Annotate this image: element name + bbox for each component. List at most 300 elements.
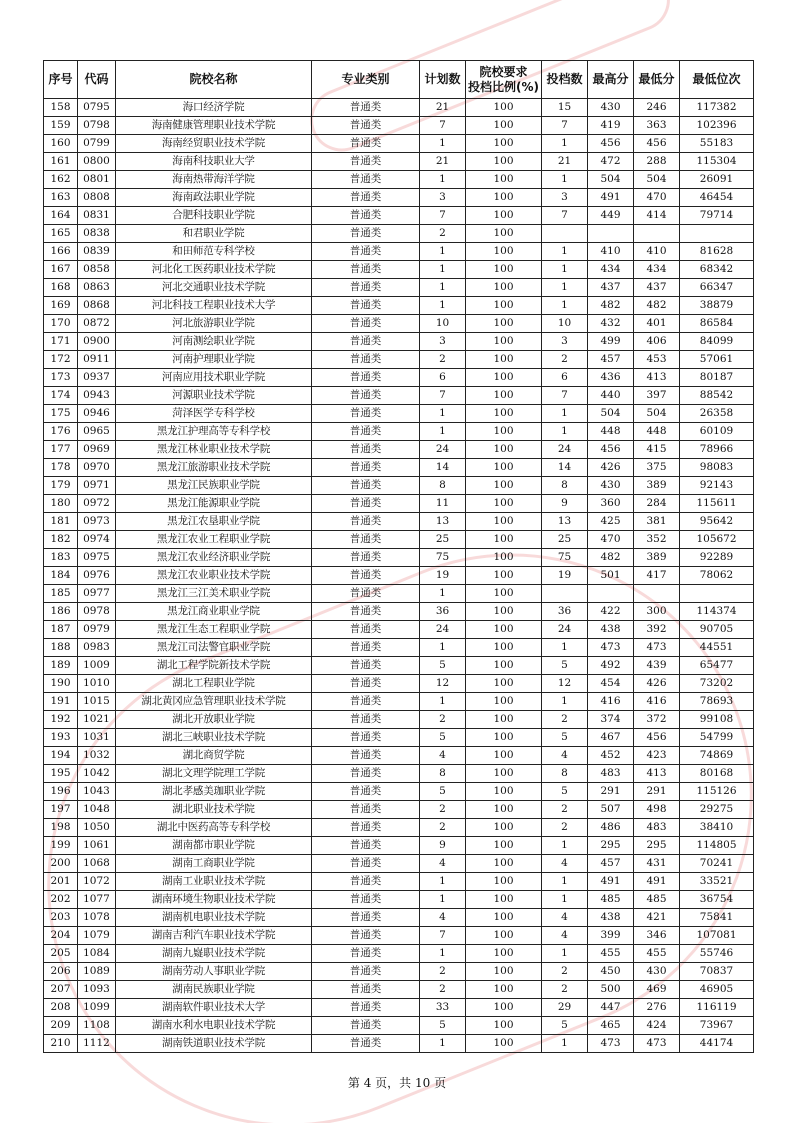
col-index-cell: 172	[44, 351, 78, 369]
col-min-score-cell: 431	[634, 855, 680, 873]
col-category-cell: 普通类	[312, 279, 420, 297]
col-plan-cell: 2	[420, 711, 466, 729]
col-code-cell: 1068	[78, 855, 116, 873]
col-plan-cell: 4	[420, 909, 466, 927]
col-min-score-cell: 352	[634, 531, 680, 549]
col-plan-cell: 8	[420, 765, 466, 783]
col-max-score-cell: 426	[588, 459, 634, 477]
col-plan-cell: 6	[420, 369, 466, 387]
col-max-score-cell: 457	[588, 855, 634, 873]
col-ratio-cell: 100	[466, 477, 542, 495]
col-category-cell: 普通类	[312, 747, 420, 765]
col-admitted-cell	[542, 585, 588, 603]
col-min-rank-cell: 105672	[680, 531, 754, 549]
col-min-rank-cell: 116119	[680, 999, 754, 1017]
col-max-score-cell: 485	[588, 891, 634, 909]
col-category-cell: 普通类	[312, 783, 420, 801]
col-index-cell: 160	[44, 135, 78, 153]
col-index-cell: 176	[44, 423, 78, 441]
col-ratio-cell: 100	[466, 99, 542, 117]
col-school-name-cell: 湖北中医药高等专科学校	[116, 819, 312, 837]
col-ratio-cell: 100	[466, 873, 542, 891]
col-admitted-cell: 1	[542, 423, 588, 441]
col-school-name-cell: 海口经济学院	[116, 99, 312, 117]
table-row	[44, 315, 754, 333]
col-min-rank-cell: 78966	[680, 441, 754, 459]
col-min-score-cell: 291	[634, 783, 680, 801]
table-row	[44, 405, 754, 423]
col-code-cell: 0983	[78, 639, 116, 657]
col-plan-cell: 12	[420, 675, 466, 693]
col-code-cell: 1009	[78, 657, 116, 675]
col-school-name-cell: 黑龙江司法警官职业学院	[116, 639, 312, 657]
col-ratio-cell: 100	[466, 747, 542, 765]
col-category-cell: 普通类	[312, 1035, 420, 1053]
col-category-cell: 普通类	[312, 1017, 420, 1035]
col-school-name-cell: 湖南民族职业学院	[116, 981, 312, 999]
col-min-rank-cell: 99108	[680, 711, 754, 729]
col-ratio-cell: 100	[466, 675, 542, 693]
col-school-name-cell: 黑龙江三江美术职业学院	[116, 585, 312, 603]
table-row	[44, 261, 754, 279]
col-min-rank-cell: 80168	[680, 765, 754, 783]
col-min-rank-cell: 66347	[680, 279, 754, 297]
col-plan-cell: 10	[420, 315, 466, 333]
col-admitted-cell: 1	[542, 891, 588, 909]
col-max-score-cell: 430	[588, 99, 634, 117]
col-plan-cell: 2	[420, 981, 466, 999]
col-school-name-cell: 湖北文理学院理工学院	[116, 765, 312, 783]
col-code-cell: 0976	[78, 567, 116, 585]
col-ratio-cell: 100	[466, 333, 542, 351]
table-row	[44, 495, 754, 513]
col-min-score-cell: 389	[634, 549, 680, 567]
col-ratio-cell: 100	[466, 351, 542, 369]
table-row	[44, 531, 754, 549]
col-code-cell: 0900	[78, 333, 116, 351]
col-code-cell: 0946	[78, 405, 116, 423]
col-code-cell: 1089	[78, 963, 116, 981]
col-school-name-cell: 湖南机电职业技术学院	[116, 909, 312, 927]
col-admitted-cell: 1	[542, 693, 588, 711]
col-admitted-cell: 1	[542, 945, 588, 963]
col-min-rank-cell: 73967	[680, 1017, 754, 1035]
col-code-header: 代码	[78, 61, 116, 99]
col-category-cell: 普通类	[312, 369, 420, 387]
col-min-score-cell: 455	[634, 945, 680, 963]
table-row	[44, 639, 754, 657]
col-school-name-cell: 河北化工医药职业技术学院	[116, 261, 312, 279]
col-ratio-cell: 100	[466, 243, 542, 261]
col-school-name-cell: 海南热带海洋学院	[116, 171, 312, 189]
col-max-score-cell: 473	[588, 639, 634, 657]
col-ratio-cell: 100	[466, 639, 542, 657]
col-code-cell: 0969	[78, 441, 116, 459]
col-max-score-cell: 438	[588, 621, 634, 639]
col-admitted-cell: 8	[542, 765, 588, 783]
table-row	[44, 1035, 754, 1053]
col-index-cell: 186	[44, 603, 78, 621]
col-min-rank-cell: 114805	[680, 837, 754, 855]
col-plan-cell: 9	[420, 837, 466, 855]
col-plan-cell: 1	[420, 585, 466, 603]
col-index-cell: 195	[44, 765, 78, 783]
col-min-score-cell: 414	[634, 207, 680, 225]
col-ratio-cell: 100	[466, 315, 542, 333]
col-ratio-cell: 100	[466, 495, 542, 513]
col-min-rank-cell: 36754	[680, 891, 754, 909]
table-row	[44, 621, 754, 639]
col-ratio-cell: 100	[466, 279, 542, 297]
col-min-rank-cell: 65477	[680, 657, 754, 675]
col-admitted-cell: 3	[542, 333, 588, 351]
col-min-rank-cell: 117382	[680, 99, 754, 117]
col-min-score-cell: 415	[634, 441, 680, 459]
col-category-cell: 普通类	[312, 297, 420, 315]
col-min-score-cell: 439	[634, 657, 680, 675]
table-row	[44, 837, 754, 855]
col-admitted-cell: 10	[542, 315, 588, 333]
col-admitted-header: 投档数	[542, 61, 588, 99]
col-school-name-cell: 湖南水利水电职业技术学院	[116, 1017, 312, 1035]
col-plan-cell: 36	[420, 603, 466, 621]
col-min-score-cell: 417	[634, 567, 680, 585]
col-plan-cell: 21	[420, 99, 466, 117]
table-row	[44, 999, 754, 1017]
col-school-name-cell: 海南政法职业学院	[116, 189, 312, 207]
col-index-cell: 191	[44, 693, 78, 711]
col-min-score-cell: 473	[634, 1035, 680, 1053]
col-admitted-cell: 12	[542, 675, 588, 693]
col-school-name-cell: 河北旅游职业学院	[116, 315, 312, 333]
col-plan-cell: 1	[420, 171, 466, 189]
col-min-rank-cell: 26358	[680, 405, 754, 423]
table-row	[44, 225, 754, 243]
col-category-cell: 普通类	[312, 585, 420, 603]
col-admitted-cell: 7	[542, 387, 588, 405]
col-min-rank-cell: 114374	[680, 603, 754, 621]
col-category-cell: 普通类	[312, 387, 420, 405]
col-category-cell: 普通类	[312, 351, 420, 369]
col-index-cell: 159	[44, 117, 78, 135]
col-index-cell: 179	[44, 477, 78, 495]
col-category-cell: 普通类	[312, 621, 420, 639]
col-index-cell: 162	[44, 171, 78, 189]
col-plan-cell: 2	[420, 801, 466, 819]
col-plan-cell: 1	[420, 1035, 466, 1053]
col-index-cell: 178	[44, 459, 78, 477]
col-index-cell: 197	[44, 801, 78, 819]
col-max-score-cell: 482	[588, 549, 634, 567]
col-school-name-cell: 湖北工程职业学院	[116, 675, 312, 693]
col-school-name-cell: 菏泽医学专科学校	[116, 405, 312, 423]
col-category-cell: 普通类	[312, 891, 420, 909]
col-max-score-cell: 486	[588, 819, 634, 837]
col-code-cell: 1112	[78, 1035, 116, 1053]
col-min-rank-cell: 38410	[680, 819, 754, 837]
col-admitted-cell: 1	[542, 243, 588, 261]
col-plan-cell: 8	[420, 477, 466, 495]
col-code-cell: 0839	[78, 243, 116, 261]
col-max-score-cell: 491	[588, 873, 634, 891]
col-ratio-cell: 100	[466, 1035, 542, 1053]
col-ratio-cell: 100	[466, 981, 542, 999]
col-school-name-cell: 湖南劳动人事职业学院	[116, 963, 312, 981]
col-min-score-cell: 491	[634, 873, 680, 891]
col-max-score-header: 最高分	[588, 61, 634, 99]
table-row	[44, 963, 754, 981]
col-category-cell: 普通类	[312, 657, 420, 675]
col-min-score-cell: 473	[634, 639, 680, 657]
col-min-rank-cell: 73202	[680, 675, 754, 693]
col-max-score-cell: 449	[588, 207, 634, 225]
col-max-score-cell: 422	[588, 603, 634, 621]
col-ratio-cell: 100	[466, 423, 542, 441]
col-min-rank-cell: 74869	[680, 747, 754, 765]
col-max-score-cell: 425	[588, 513, 634, 531]
table-row	[44, 279, 754, 297]
col-code-cell: 0801	[78, 171, 116, 189]
col-school-name-cell: 黑龙江农业经济职业学院	[116, 549, 312, 567]
page-footer: 第 4 页，共 10 页	[347, 1076, 447, 1090]
col-ratio-cell: 100	[466, 207, 542, 225]
col-min-score-cell: 426	[634, 675, 680, 693]
col-min-rank-cell: 68342	[680, 261, 754, 279]
col-code-cell: 0798	[78, 117, 116, 135]
col-category-cell: 普通类	[312, 603, 420, 621]
col-max-score-cell: 482	[588, 297, 634, 315]
table-row	[44, 981, 754, 999]
col-index-cell: 165	[44, 225, 78, 243]
col-ratio-cell: 100	[466, 405, 542, 423]
col-category-cell: 普通类	[312, 675, 420, 693]
col-admitted-cell: 5	[542, 729, 588, 747]
col-max-score-cell: 447	[588, 999, 634, 1017]
col-index-cell: 167	[44, 261, 78, 279]
col-plan-cell: 3	[420, 189, 466, 207]
col-category-header: 专业类别	[312, 61, 420, 99]
col-min-rank-cell: 81628	[680, 243, 754, 261]
col-plan-cell: 1	[420, 891, 466, 909]
col-max-score-cell	[588, 225, 634, 243]
col-min-rank-cell: 70837	[680, 963, 754, 981]
table-row	[44, 657, 754, 675]
col-max-score-cell: 434	[588, 261, 634, 279]
col-school-name-cell: 湖南吉利汽车职业技术学院	[116, 927, 312, 945]
col-min-score-cell: 469	[634, 981, 680, 999]
col-school-name-cell: 湖南软件职业技术大学	[116, 999, 312, 1017]
col-school-name-cell: 河北交通职业技术学院	[116, 279, 312, 297]
col-plan-cell: 7	[420, 207, 466, 225]
col-min-score-cell: 456	[634, 729, 680, 747]
col-max-score-cell: 504	[588, 405, 634, 423]
col-code-cell: 1084	[78, 945, 116, 963]
col-index-header: 序号	[44, 61, 78, 99]
col-school-name-cell: 湖南铁道职业技术学院	[116, 1035, 312, 1053]
col-category-cell: 普通类	[312, 963, 420, 981]
col-min-rank-cell	[680, 585, 754, 603]
col-category-cell: 普通类	[312, 927, 420, 945]
col-admitted-cell: 2	[542, 981, 588, 999]
col-school-name-cell: 河北科技工程职业技术大学	[116, 297, 312, 315]
col-min-rank-cell: 55746	[680, 945, 754, 963]
col-admitted-cell: 25	[542, 531, 588, 549]
col-plan-header: 计划数	[420, 61, 466, 99]
col-code-cell: 0868	[78, 297, 116, 315]
col-ratio-cell: 100	[466, 891, 542, 909]
table-row	[44, 873, 754, 891]
col-category-cell: 普通类	[312, 819, 420, 837]
table-row	[44, 99, 754, 117]
col-min-rank-cell: 57061	[680, 351, 754, 369]
col-index-cell: 189	[44, 657, 78, 675]
col-index-cell: 202	[44, 891, 78, 909]
col-school-name-cell: 湖北黄冈应急管理职业技术学院	[116, 693, 312, 711]
col-min-rank-cell: 79714	[680, 207, 754, 225]
table-row	[44, 153, 754, 171]
col-min-rank-cell: 26091	[680, 171, 754, 189]
col-min-score-cell: 413	[634, 765, 680, 783]
col-code-cell: 1108	[78, 1017, 116, 1035]
col-admitted-cell	[542, 225, 588, 243]
col-min-score-cell: 246	[634, 99, 680, 117]
col-plan-cell: 1	[420, 279, 466, 297]
table-row	[44, 117, 754, 135]
col-min-rank-cell: 98083	[680, 459, 754, 477]
col-admitted-cell: 75	[542, 549, 588, 567]
col-admitted-cell: 14	[542, 459, 588, 477]
col-index-cell: 177	[44, 441, 78, 459]
table-header-row	[44, 61, 754, 99]
col-admitted-cell: 4	[542, 855, 588, 873]
col-code-cell: 1032	[78, 747, 116, 765]
col-admitted-cell: 2	[542, 819, 588, 837]
table-row	[44, 135, 754, 153]
col-min-score-cell: 423	[634, 747, 680, 765]
col-plan-cell: 1	[420, 243, 466, 261]
col-school-name-cell: 湖北三峡职业技术学院	[116, 729, 312, 747]
col-index-cell: 171	[44, 333, 78, 351]
col-admitted-cell: 9	[542, 495, 588, 513]
col-plan-cell: 1	[420, 693, 466, 711]
col-category-cell: 普通类	[312, 765, 420, 783]
admission-table	[43, 60, 754, 1053]
col-code-cell: 0971	[78, 477, 116, 495]
col-min-score-cell	[634, 585, 680, 603]
col-category-cell: 普通类	[312, 567, 420, 585]
col-max-score-cell: 295	[588, 837, 634, 855]
table-row	[44, 747, 754, 765]
col-ratio-cell: 100	[466, 261, 542, 279]
col-code-cell: 1031	[78, 729, 116, 747]
col-admitted-cell: 24	[542, 441, 588, 459]
col-ratio-cell: 100	[466, 963, 542, 981]
col-max-score-cell: 374	[588, 711, 634, 729]
col-min-rank-header: 最低位次	[680, 61, 754, 99]
col-index-cell: 184	[44, 567, 78, 585]
col-category-cell: 普通类	[312, 549, 420, 567]
col-school-name-cell: 黑龙江民族职业学院	[116, 477, 312, 495]
col-max-score-cell	[588, 585, 634, 603]
col-min-score-header: 最低分	[634, 61, 680, 99]
col-plan-cell: 11	[420, 495, 466, 513]
col-school-name-cell: 湖南环境生物职业技术学院	[116, 891, 312, 909]
col-index-cell: 180	[44, 495, 78, 513]
col-min-score-cell: 448	[634, 423, 680, 441]
col-index-cell: 185	[44, 585, 78, 603]
col-min-rank-cell: 75841	[680, 909, 754, 927]
col-code-cell: 0975	[78, 549, 116, 567]
col-index-cell: 205	[44, 945, 78, 963]
col-school-name-cell: 海南经贸职业技术学院	[116, 135, 312, 153]
col-ratio-cell: 100	[466, 729, 542, 747]
col-category-cell: 普通类	[312, 945, 420, 963]
col-admitted-cell: 1	[542, 405, 588, 423]
table-row	[44, 423, 754, 441]
col-min-score-cell: 485	[634, 891, 680, 909]
table-row	[44, 855, 754, 873]
col-min-rank-cell: 95642	[680, 513, 754, 531]
col-ratio-cell: 100	[466, 927, 542, 945]
col-min-score-cell: 421	[634, 909, 680, 927]
table-row	[44, 603, 754, 621]
col-min-score-cell: 372	[634, 711, 680, 729]
col-plan-cell: 1	[420, 261, 466, 279]
col-code-cell: 1072	[78, 873, 116, 891]
col-ratio-cell: 100	[466, 945, 542, 963]
col-min-score-cell: 498	[634, 801, 680, 819]
table-body	[44, 99, 754, 1053]
col-category-cell: 普通类	[312, 837, 420, 855]
col-plan-cell: 1	[420, 405, 466, 423]
col-plan-cell: 24	[420, 621, 466, 639]
col-category-cell: 普通类	[312, 711, 420, 729]
table-row	[44, 459, 754, 477]
col-ratio-cell: 100	[466, 459, 542, 477]
col-ratio-cell: 100	[466, 153, 542, 171]
table-row	[44, 207, 754, 225]
col-code-cell: 1010	[78, 675, 116, 693]
col-code-cell: 1079	[78, 927, 116, 945]
col-plan-cell: 1	[420, 423, 466, 441]
col-plan-cell: 5	[420, 729, 466, 747]
col-ratio-cell: 100	[466, 369, 542, 387]
col-min-score-cell: 483	[634, 819, 680, 837]
col-admitted-cell: 4	[542, 909, 588, 927]
col-max-score-cell: 437	[588, 279, 634, 297]
col-index-cell: 181	[44, 513, 78, 531]
col-admitted-cell: 1	[542, 1035, 588, 1053]
col-admitted-cell: 1	[542, 261, 588, 279]
col-school-name-cell: 湖南工商职业学院	[116, 855, 312, 873]
table-row	[44, 945, 754, 963]
col-ratio-cell: 100	[466, 711, 542, 729]
col-code-cell: 0943	[78, 387, 116, 405]
col-admitted-cell: 13	[542, 513, 588, 531]
table-row	[44, 189, 754, 207]
col-category-cell: 普通类	[312, 189, 420, 207]
col-school-name-cell: 湖南工业职业技术学院	[116, 873, 312, 891]
col-index-cell: 210	[44, 1035, 78, 1053]
col-code-cell: 0838	[78, 225, 116, 243]
col-min-score-cell: 392	[634, 621, 680, 639]
col-index-cell: 166	[44, 243, 78, 261]
col-code-cell: 0799	[78, 135, 116, 153]
col-min-rank-cell: 107081	[680, 927, 754, 945]
col-index-cell: 168	[44, 279, 78, 297]
table-row	[44, 927, 754, 945]
col-plan-cell: 1	[420, 873, 466, 891]
